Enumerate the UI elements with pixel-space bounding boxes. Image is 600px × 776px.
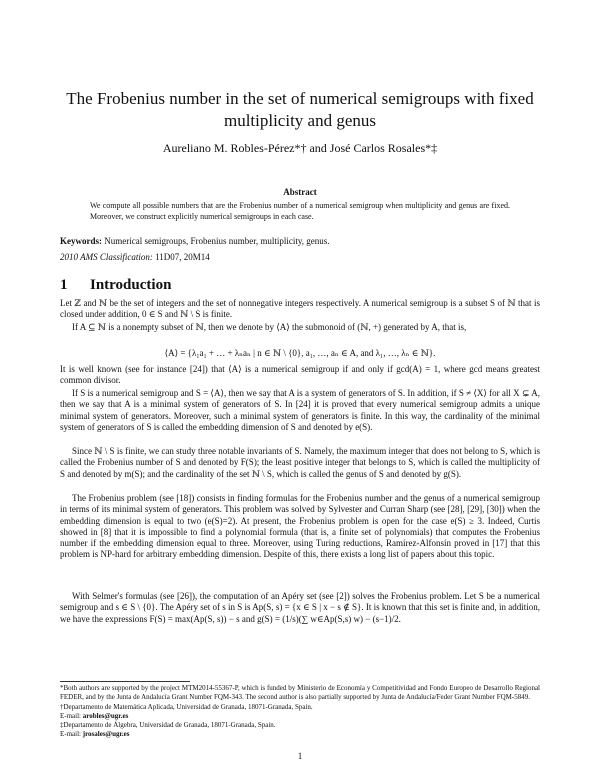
- abstract-heading: Abstract: [283, 187, 317, 197]
- generated-monoid-equation: ⟨A⟩ = {λ₁a₁ + … + λₙaₙ | n ∈ ℕ \ {0}, a₁, …, aₙ ∈ A, and λ₁, …, λₙ ∈ ℕ}.: [164, 348, 436, 358]
- intro-paragraph-6: [60, 493, 540, 561]
- paper-title: The Frobenius number in the set of numerical semigroups with fixed multiplicity and genus: [66, 89, 534, 130]
- msc-label: 2010 AMS Classification:: [60, 252, 153, 262]
- footnote-affiliation-1: †Departamento de Matemática Aplicada, Universidad de Granada, 18071-Granada, Spain.: [60, 702, 313, 711]
- footnote-email-2: [60, 730, 540, 739]
- footnote-funding: *Both authors are supported by the project MTM2014-55367-P, which is funded by Ministerio de Economía y Competitividad and Fondo Europeo de Desarrollo Regional FEDER, and by the Junta de Andalucía Grant Number FQM-343. The second author is also partially supported by Junta de Andalucía/Feder Grant Number FQM-5849.: [60, 684, 540, 702]
- footnote-rule: [60, 681, 190, 682]
- section-title: Introduction: [90, 277, 172, 293]
- intro-paragraph-2: [60, 322, 540, 333]
- abstract-text: We compute all possible numbers that are the Frobenius number of a numerical semigroup when multiplicity and genus are fixed. Moreover, we construct explicitly numerical semigroups in each case.: [90, 201, 510, 221]
- paragraph-text: If S is a numerical semigroup and S = ⟨A⟩, then we say that A is a system of generators of S. In addition, if S ≠ ⟨X⟩ for all X ⊊ A, then we say that A is a minimal system of generators of S. In [24] it is proved that every numerical semigroup admits a unique minimal system of generators. Moreover, such a minimal system of generators is finite. In this way, the cardinality of the minimal system of generators of S is called the embedding dimension of S and denoted by e(S).: [60, 388, 540, 432]
- email-label: E-mail:: [60, 711, 81, 720]
- footnote-email-1: [60, 712, 540, 721]
- intro-paragraph-5: [60, 446, 540, 480]
- intro-paragraph-4: [60, 388, 540, 433]
- section-number: 1: [60, 277, 68, 293]
- keywords-label: Keywords:: [60, 236, 102, 246]
- paragraph-text: The Frobenius problem (see [18]) consists in finding formulas for the Frobenius number and the genus of a numerical semigroup in terms of its minimal system of generators. This problem was solved by Sylvester and Curran Sharp (see [28], [29], [30]) when the embedding dimension is equal to two (e(S)=2). At present, the Frobenius problem is open for the case e(S) ≥ 3. Indeed, Curtis showed in [8] that it is impossible to find a polynomial formula (that is, a finite set of polynomials) that computes the Frobenius number if the embedding dimension equal to three. Moreover, using Turing reductions, Ramírez-Alfonsín proved in [17] that this problem is NP-hard for arbitrary embedding dimension. Despite of this, there exists a long list of papers about this topic.: [60, 493, 540, 560]
- msc-codes: 11D07, 20M14: [155, 252, 210, 262]
- paragraph-text: Since ℕ \ S is finite, we can study three notable invariants of S. Namely, the maximum integer that does not belong to S, which is called the Frobenius number of S and denoted by F(S); the least positive integer that belongs to S, which is called the multiplicity of S and denoted by m(S); and the cardinality of the set ℕ \ S, which is called the genus of S and denoted by g(S).: [60, 446, 540, 479]
- page-number: 1: [297, 751, 303, 761]
- intro-paragraph-7: [60, 591, 540, 625]
- footnotes: [60, 684, 540, 740]
- paragraph-text: With Selmer's formulas (see [26]), the computation of an Apéry set (see [2]) solves the Frobenius problem. Let S be a numerical semigroup and s ∈ S \ {0}. The Apéry set of s in S is Ap(S, s) = {x ∈ S | x − s ∉ S}. It is known that this set is finite and, in addition, we have the expressions F(S) = max(Ap(S, s)) − s and g(S) = (1/s)(∑ w∈Ap(S,s) w) − (s−1)/2.: [60, 591, 540, 624]
- email-label: E-mail:: [60, 730, 81, 739]
- email-link-2[interactable]: jrosales@ugr.es: [82, 730, 130, 739]
- paragraph-text: It is well known (see for instance [24]) that ⟨A⟩ is a numerical semigroup if and only if gcd(A) = 1, where gcd means greatest common divisor.: [60, 364, 540, 386]
- footnote-affiliation-2: ‡Departamento de Álgebra, Universidad de Granada, 18071-Granada, Spain.: [60, 721, 276, 730]
- paragraph-text: Let ℤ and ℕ be the set of integers and the set of nonnegative integers respectively. A numerical semigroup is a subset S of ℕ that is closed under addition, 0 ∈ S and ℕ \ S is finite.: [60, 298, 540, 320]
- paragraph-text: If A ⊆ ℕ is a nonempty subset of ℕ, then we denote by ⟨A⟩ the submonoid of (ℕ, +) generated by A, that is,: [72, 322, 467, 332]
- intro-paragraph-1: [60, 298, 540, 321]
- msc-line: [60, 252, 540, 262]
- intro-paragraph-3: [60, 364, 540, 387]
- section-heading: [60, 277, 540, 294]
- keywords-line: [60, 236, 540, 246]
- author-line: Aureliano M. Robles-Pérez*† and José Carlos Rosales*‡: [162, 141, 438, 155]
- keywords-text: Numerical semigroups, Frobenius number, multiplicity, genus.: [104, 236, 330, 246]
- email-link-1[interactable]: arobles@ugr.es: [82, 711, 129, 720]
